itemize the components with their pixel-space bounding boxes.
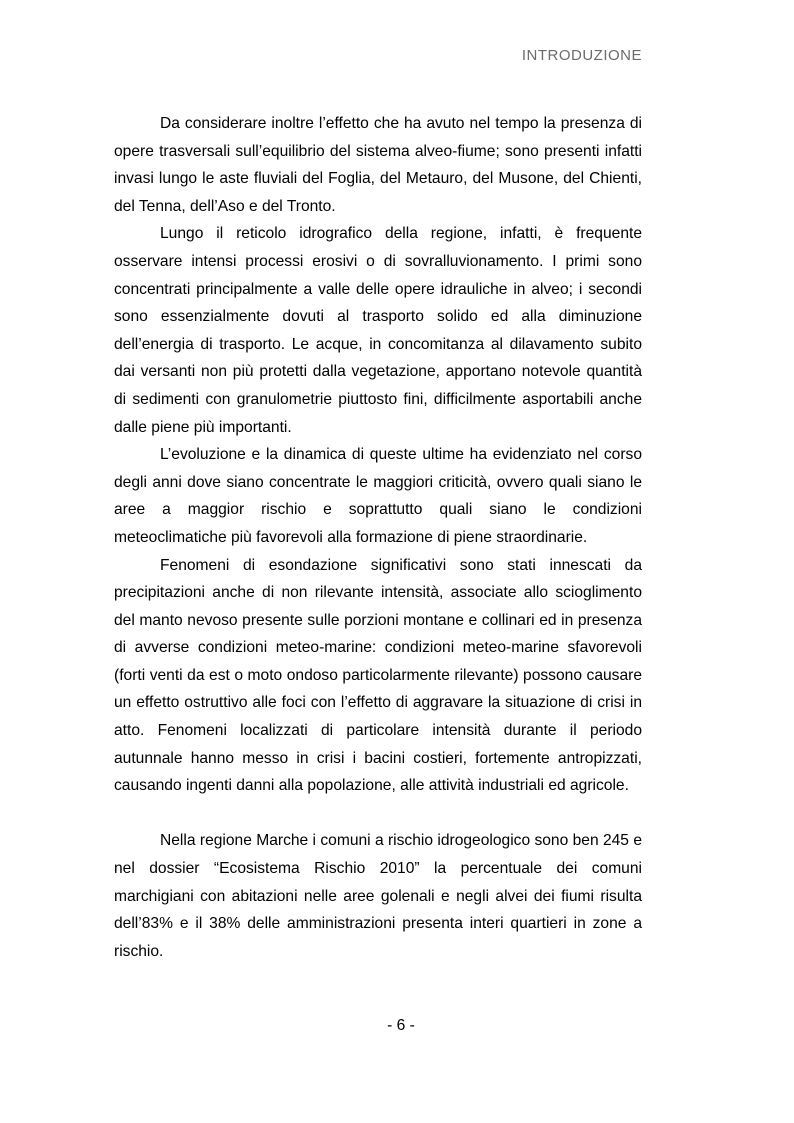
- paragraph-1: Da considerare inoltre l’effetto che ha avuto nel tempo la presenza di opere trasversali sull’equilibrio del sistema alveo-fiume; sono presenti infatti invasi lungo le aste fluviali del Foglia, del Metauro, del Musone, del Chienti, del Tenna, dell’Aso e del Tronto.: [114, 115, 642, 215]
- paragraph-2: Lungo il reticolo idrografico della regione, infatti, è frequente osservare intensi processi erosivi o di sovralluvionamento. I primi sono concentrati principalmente a valle delle opere idrauliche in alveo; i secondi sono essenzialmente dovuti al trasporto solido ed alla diminuzione dell’energia di trasporto. Le acque, in concomitanza al dilavamento subito dai versanti non più protetti dalla vegetazione, apportano notevole quantità di sedimenti con granulometrie piuttosto fini, difficilmente asportabili anche dalle piene più importanti.: [114, 225, 642, 436]
- paragraph-3: L’evoluzione e la dinamica di queste ultime ha evidenziato nel corso degli anni dove siano concentrate le maggiori criticità, ovvero quali siano le aree a maggior rischio e soprattutto quali siano le condizioni meteoclimatiche più favorevoli alla formazione di piene straordinarie.: [114, 446, 642, 546]
- paragraph-4: Fenomeni di esondazione significativi sono stati innescati da precipitazioni anche di non rilevante intensità, associate allo scioglimento del manto nevoso presente sulle porzioni montane e collinari ed in presenza di avverse condizioni meteo-marine: condizioni meteo-marine sfavorevoli (forti venti da est o moto ondoso particolarmente rilevante) possono causare un effetto ostruttivo alle foci con l’effetto di aggravare la situazione di crisi in atto. Fenomeni localizzati di particolare intensità durante il periodo autunnale hanno messo in crisi i bacini costieri, fortemente antropizzati, causando ingenti danni alla popolazione, alle attività industriali ed agricole.: [114, 556, 642, 795]
- body-text: [114, 110, 642, 965]
- paragraph-5: Nella regione Marche i comuni a rischio idrogeologico sono ben 245 e nel dossier “Ecosistema Rischio 2010” la percentuale dei comuni marchigiani con abitazioni nelle aree golenali e negli alvei dei fiumi risulta dell’83% e il 38% delle amministrazioni presenta interi quartieri in zone a rischio.: [114, 832, 642, 960]
- page-number: - 6 -: [387, 1017, 415, 1034]
- running-header: INTRODUZIONE: [521, 47, 642, 64]
